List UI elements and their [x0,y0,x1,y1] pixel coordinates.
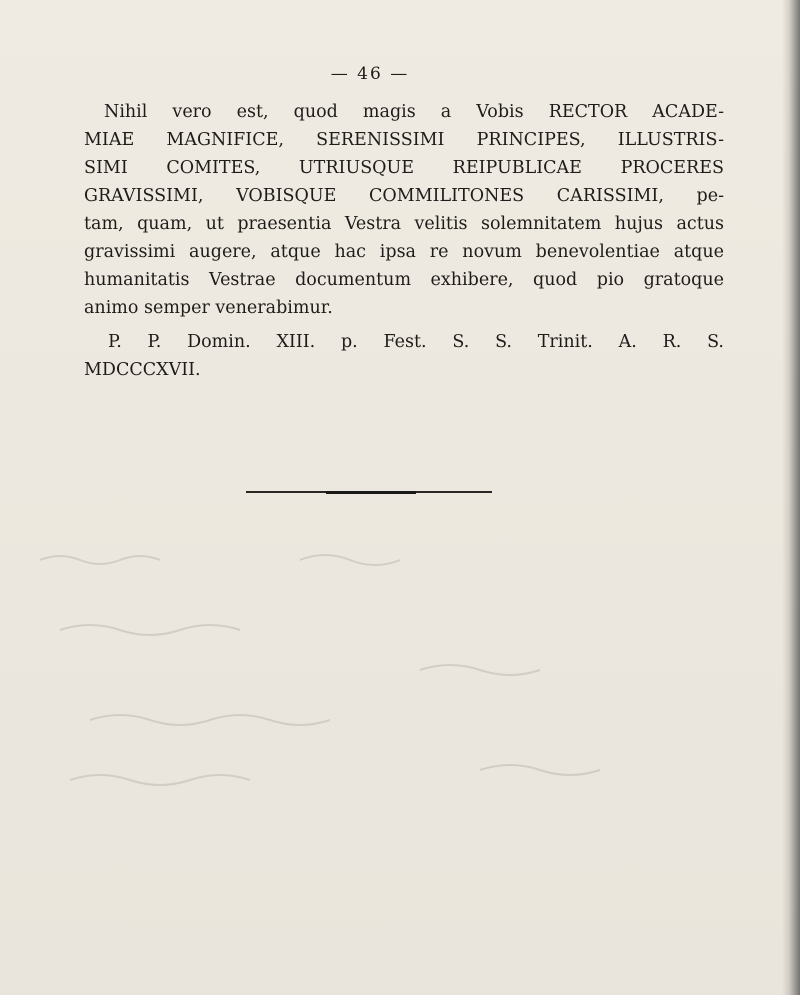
closing-rule [246,491,492,493]
text-line-6: gravissimi augere, atque hac ipsa re novum benevolentiae atque [84,242,724,262]
date-line: P. P. Domin. XIII. p. Fest. S. S. Trinit. A. R. S. [108,332,724,352]
text-line-5: tam, quam, ut praesentia Vestra velitis solemnitatem hujus actus [84,214,724,234]
text-line-8: animo semper venerabimur. [84,298,333,318]
page-edge-shadow [782,0,800,995]
text-line-1: Nihil vero est, quod magis a Vobis RECTOR ACADE- [104,102,724,122]
text-line-7: humanitatis Vestrae documentum exhibere, quod pio gratoque [84,270,724,290]
text-line-2: MIAE MAGNIFICE, SERENISSIMI PRINCIPES, ILLUSTRIS- [84,130,724,150]
closing-rule-swell [326,491,416,494]
year-line: MDCCCXVII. [84,360,201,380]
text-line-4: GRAVISSIMI, VOBISQUE COMMILITONES CARISSIMI, pe- [84,186,724,206]
show-through-texture [0,520,780,820]
text-line-3: SIMI COMITES, UTRIUSQUE REIPUBLICAE PROCERES [84,158,724,178]
page-number: — 46 — [330,64,410,84]
